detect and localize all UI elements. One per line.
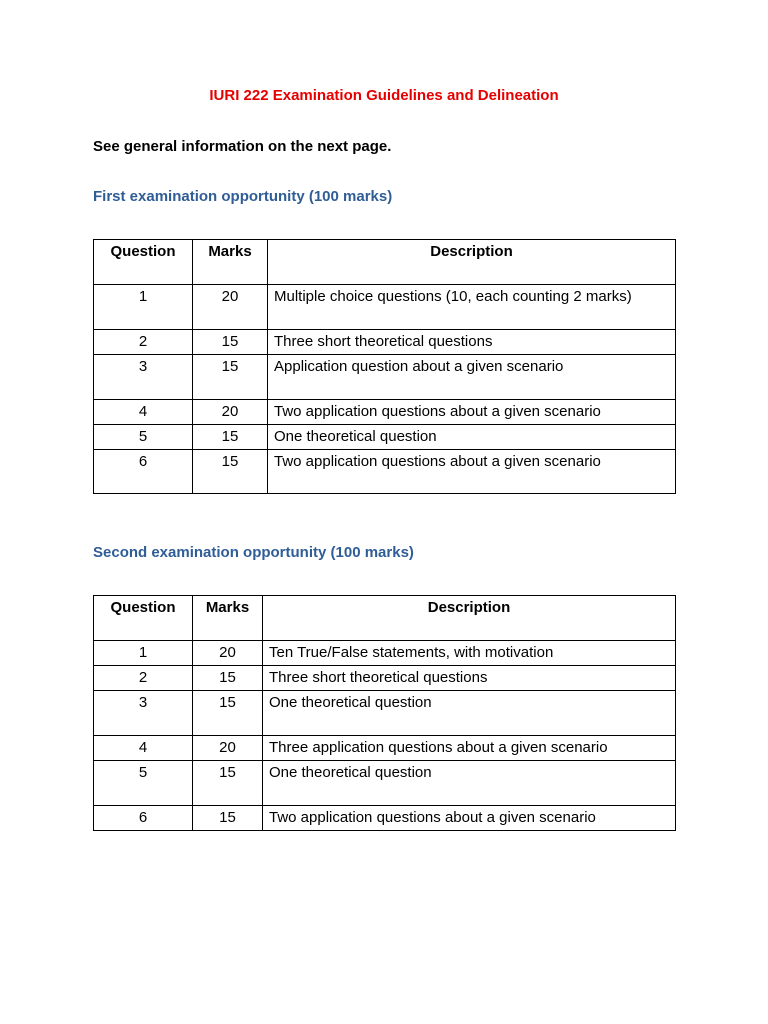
question-cell: 2 bbox=[94, 330, 193, 355]
question-cell: 6 bbox=[94, 806, 193, 831]
first-exam-table bbox=[93, 239, 676, 494]
question-cell: 6 bbox=[94, 450, 193, 494]
marks-cell: 20 bbox=[193, 736, 263, 761]
description-cell: Multiple choice questions (10, each counting 2 marks) bbox=[268, 285, 676, 330]
description-cell: One theoretical question bbox=[263, 761, 676, 806]
question-cell: 2 bbox=[94, 666, 193, 691]
marks-cell: 15 bbox=[193, 806, 263, 831]
second-exam-table bbox=[93, 595, 676, 831]
description-cell: Two application questions about a given scenario bbox=[268, 400, 676, 425]
question-cell: 5 bbox=[94, 425, 193, 450]
table-row bbox=[94, 400, 676, 425]
table-row bbox=[94, 806, 676, 831]
description-cell: One theoretical question bbox=[268, 425, 676, 450]
column-header-question: Question bbox=[94, 240, 193, 285]
marks-cell: 15 bbox=[193, 330, 268, 355]
description-cell: Two application questions about a given scenario bbox=[263, 806, 676, 831]
question-cell: 3 bbox=[94, 355, 193, 400]
question-cell: 5 bbox=[94, 761, 193, 806]
description-cell: Two application questions about a given scenario bbox=[268, 450, 676, 494]
question-cell: 4 bbox=[94, 400, 193, 425]
table-header-row bbox=[94, 240, 676, 285]
marks-cell: 15 bbox=[193, 666, 263, 691]
table-row bbox=[94, 666, 676, 691]
table-row bbox=[94, 761, 676, 806]
column-header-marks: Marks bbox=[193, 240, 268, 285]
document-title: IURI 222 Examination Guidelines and Delineation bbox=[209, 87, 559, 104]
description-cell: Application question about a given scenario bbox=[268, 355, 676, 400]
description-cell: Three application questions about a given scenario bbox=[263, 736, 676, 761]
column-header-description: Description bbox=[263, 596, 676, 641]
marks-cell: 15 bbox=[193, 691, 263, 736]
marks-cell: 15 bbox=[193, 425, 268, 450]
table-row bbox=[94, 450, 676, 494]
description-cell: Three short theoretical questions bbox=[263, 666, 676, 691]
table-row bbox=[94, 425, 676, 450]
table-row bbox=[94, 330, 676, 355]
marks-cell: 15 bbox=[193, 450, 268, 494]
column-header-question: Question bbox=[94, 596, 193, 641]
column-header-marks: Marks bbox=[193, 596, 263, 641]
section-heading-first: First examination opportunity (100 marks) bbox=[93, 188, 393, 205]
question-cell: 3 bbox=[94, 691, 193, 736]
intro-text: See general information on the next page. bbox=[93, 138, 392, 155]
table-row bbox=[94, 691, 676, 736]
description-cell: One theoretical question bbox=[263, 691, 676, 736]
table-row bbox=[94, 355, 676, 400]
section-heading-second: Second examination opportunity (100 marks) bbox=[93, 544, 414, 561]
table-row bbox=[94, 285, 676, 330]
table-header-row bbox=[94, 596, 676, 641]
table-row bbox=[94, 736, 676, 761]
marks-cell: 15 bbox=[193, 761, 263, 806]
marks-cell: 20 bbox=[193, 641, 263, 666]
column-header-description: Description bbox=[268, 240, 676, 285]
description-cell: Ten True/False statements, with motivation bbox=[263, 641, 676, 666]
marks-cell: 20 bbox=[193, 400, 268, 425]
question-cell: 1 bbox=[94, 641, 193, 666]
marks-cell: 15 bbox=[193, 355, 268, 400]
question-cell: 1 bbox=[94, 285, 193, 330]
marks-cell: 20 bbox=[193, 285, 268, 330]
question-cell: 4 bbox=[94, 736, 193, 761]
description-cell: Three short theoretical questions bbox=[268, 330, 676, 355]
table-row bbox=[94, 641, 676, 666]
